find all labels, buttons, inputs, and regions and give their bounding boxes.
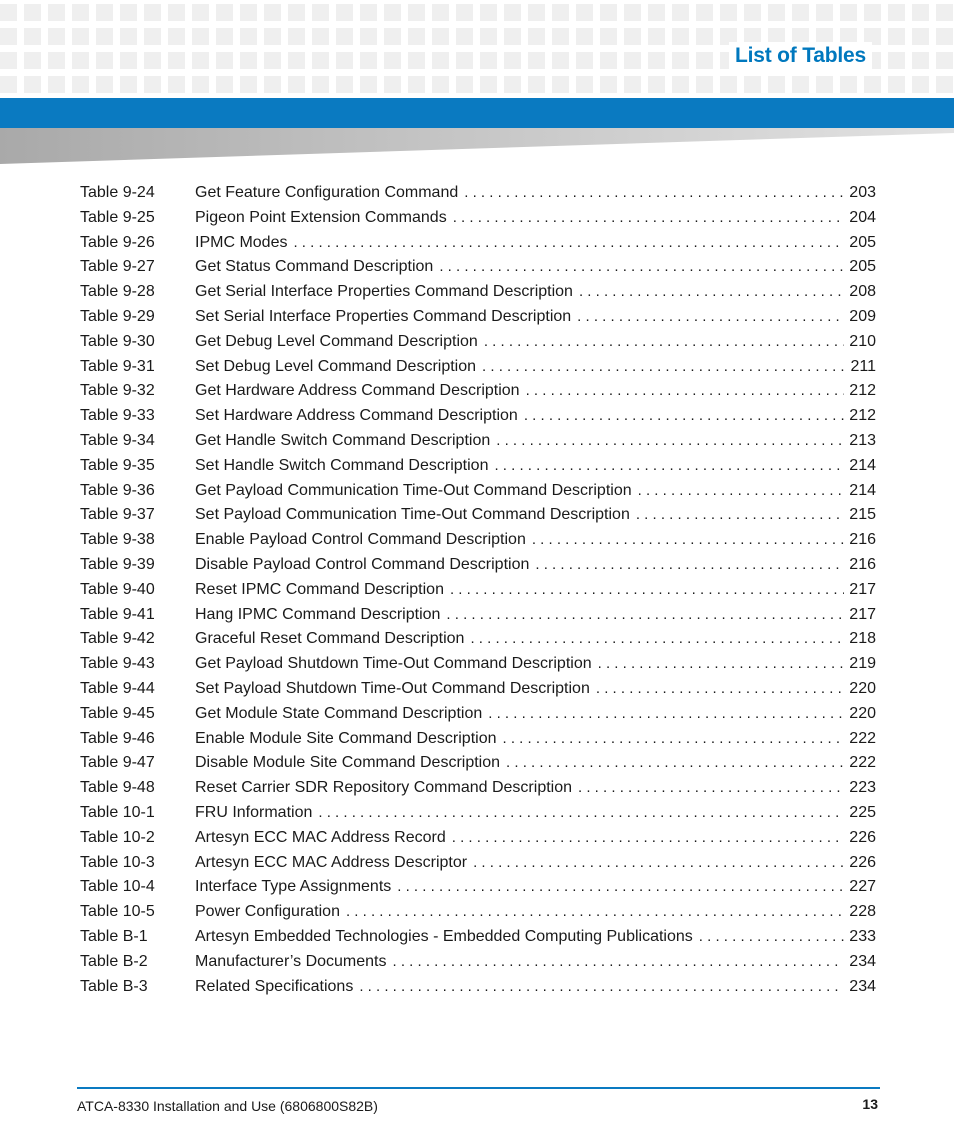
- toc-dot-leader: [577, 308, 844, 325]
- toc-entry-number: Table 9-25: [80, 208, 155, 226]
- toc-entry-page: 212: [849, 407, 876, 425]
- toc-entry-number: Table 9-44: [80, 679, 155, 697]
- toc-entry-title: Disable Module Site Command Description: [195, 754, 501, 772]
- toc-entry[interactable]: [80, 829, 876, 854]
- toc-entry-number: Table 9-29: [80, 307, 155, 325]
- toc-entry-number: Table 9-42: [80, 630, 155, 648]
- toc-dot-leader: [482, 358, 844, 375]
- toc-dot-leader: [393, 953, 845, 970]
- toc-entry-page: 213: [849, 431, 876, 449]
- toc-entry[interactable]: [80, 953, 876, 978]
- toc-dot-leader: [488, 705, 844, 722]
- toc-dot-leader: [293, 234, 844, 251]
- toc-entry-page: 215: [849, 506, 876, 524]
- toc-entry-title: Get Payload Communication Time-Out Command Description: [195, 481, 632, 499]
- toc-dot-leader: [446, 606, 844, 623]
- toc-entry-title: Artesyn ECC MAC Address Record: [195, 828, 446, 846]
- toc-entry-title: FRU Information: [195, 803, 313, 821]
- toc-entry-title: Get Serial Interface Properties Command Description: [195, 283, 573, 301]
- toc-dot-leader: [699, 928, 844, 945]
- toc-dot-leader: [526, 382, 844, 399]
- toc-entry[interactable]: [80, 754, 876, 779]
- toc-entry-page: 216: [849, 531, 876, 549]
- header-band: [0, 98, 954, 128]
- toc-entry-page: 223: [849, 779, 876, 797]
- toc-entry-page: 233: [849, 927, 876, 945]
- table-of-contents: [80, 184, 876, 1002]
- toc-entry-number: Table 9-34: [80, 431, 155, 449]
- toc-entry[interactable]: [80, 556, 876, 581]
- toc-dot-leader: [535, 556, 844, 573]
- toc-entry-page: 211: [850, 357, 876, 375]
- toc-entry-page: 222: [849, 729, 876, 747]
- toc-entry-title: Get Hardware Address Command Description: [195, 382, 520, 400]
- toc-entry[interactable]: [80, 234, 876, 259]
- toc-entry-number: Table 9-45: [80, 704, 155, 722]
- toc-dot-leader: [502, 730, 844, 747]
- toc-entry-number: Table 10-1: [80, 803, 155, 821]
- toc-entry-page: 226: [849, 853, 876, 871]
- toc-dot-leader: [598, 655, 844, 672]
- toc-entry-title: IPMC Modes: [195, 233, 288, 251]
- footer-divider: [77, 1087, 880, 1089]
- toc-entry-number: Table 9-27: [80, 258, 155, 276]
- toc-entry[interactable]: [80, 382, 876, 407]
- toc-entry-page: 225: [849, 803, 876, 821]
- toc-entry-number: Table 9-32: [80, 382, 155, 400]
- toc-entry[interactable]: [80, 457, 876, 482]
- toc-entry[interactable]: [80, 258, 876, 283]
- toc-entry-page: 212: [849, 382, 876, 400]
- toc-entry-page: 216: [849, 555, 876, 573]
- toc-dot-leader: [473, 854, 844, 871]
- toc-entry[interactable]: [80, 308, 876, 333]
- toc-entry-page: 217: [849, 580, 876, 598]
- toc-entry-title: Set Payload Communication Time-Out Command Description: [195, 506, 630, 524]
- toc-dot-leader: [470, 630, 844, 647]
- toc-entry-page: 218: [849, 630, 876, 648]
- toc-entry-title: Reset Carrier SDR Repository Command Description: [195, 779, 573, 797]
- footer-document-title: ATCA-8330 Installation and Use (6806800S82B): [77, 1098, 378, 1114]
- toc-entry-page: 214: [849, 456, 876, 474]
- toc-entry-title: Set Hardware Address Command Description: [195, 407, 518, 425]
- toc-dot-leader: [524, 407, 844, 424]
- toc-entry[interactable]: [80, 730, 876, 755]
- toc-entry-number: Table 9-47: [80, 754, 155, 772]
- toc-entry-title: Interface Type Assignments: [195, 878, 392, 896]
- toc-entry-page: 204: [849, 208, 876, 226]
- toc-entry-title: Get Debug Level Command Description: [195, 332, 478, 350]
- toc-dot-leader: [578, 779, 844, 796]
- toc-entry-title: Set Debug Level Command Description: [195, 357, 477, 375]
- toc-entry-page: 210: [849, 332, 876, 350]
- toc-dot-leader: [397, 878, 844, 895]
- toc-entry-number: Table 9-33: [80, 407, 155, 425]
- toc-entry-page: 227: [849, 878, 876, 896]
- page-title: List of Tables: [729, 42, 872, 70]
- toc-entry-title: Enable Module Site Command Description: [195, 729, 497, 747]
- toc-entry-title: Set Handle Switch Command Description: [195, 456, 489, 474]
- toc-entry-number: Table 9-26: [80, 233, 155, 251]
- toc-entry-number: Table 9-46: [80, 729, 155, 747]
- toc-entry-number: Table 9-36: [80, 481, 155, 499]
- toc-entry[interactable]: [80, 581, 876, 606]
- toc-entry-title: Set Serial Interface Properties Command Description: [195, 307, 572, 325]
- toc-entry-title: Manufacturer’s Documents: [195, 952, 387, 970]
- toc-dot-leader: [636, 506, 844, 523]
- toc-entry[interactable]: [80, 506, 876, 531]
- toc-dot-leader: [506, 754, 844, 771]
- toc-entry[interactable]: [80, 606, 876, 631]
- toc-dot-leader: [439, 258, 844, 275]
- toc-entry-number: Table 9-30: [80, 332, 155, 350]
- toc-entry-title: Disable Payload Control Command Description: [195, 555, 530, 573]
- toc-entry-title: Hang IPMC Command Description: [195, 605, 441, 623]
- toc-entry[interactable]: [80, 407, 876, 432]
- toc-dot-leader: [579, 283, 844, 300]
- toc-entry-number: Table 10-2: [80, 828, 155, 846]
- toc-entry-page: 203: [849, 184, 876, 201]
- toc-entry[interactable]: [80, 928, 876, 953]
- toc-entry-number: Table 9-43: [80, 655, 155, 673]
- toc-entry[interactable]: [80, 705, 876, 730]
- toc-entry-number: Table 9-35: [80, 456, 155, 474]
- toc-entry-number: Table 9-24: [80, 184, 155, 201]
- toc-entry-page: 214: [849, 481, 876, 499]
- toc-entry-number: Table 9-40: [80, 580, 155, 598]
- toc-entry-number: Table 10-3: [80, 853, 155, 871]
- toc-dot-leader: [359, 978, 844, 995]
- toc-entry-number: Table 9-31: [80, 357, 155, 375]
- toc-entry[interactable]: [80, 655, 876, 680]
- toc-entry[interactable]: [80, 878, 876, 903]
- toc-dot-leader: [496, 432, 844, 449]
- toc-entry-title: Power Configuration: [195, 903, 340, 921]
- toc-entry-page: 217: [849, 605, 876, 623]
- toc-entry-number: Table 9-38: [80, 531, 155, 549]
- toc-entry-number: Table 9-41: [80, 605, 155, 623]
- toc-entry-number: Table 9-39: [80, 555, 155, 573]
- toc-dot-leader: [484, 333, 844, 350]
- toc-entry-title: Enable Payload Control Command Description: [195, 531, 526, 549]
- toc-dot-leader: [464, 184, 844, 201]
- toc-dot-leader: [638, 482, 844, 499]
- toc-entry[interactable]: [80, 482, 876, 507]
- toc-entry[interactable]: [80, 531, 876, 556]
- toc-entry[interactable]: [80, 184, 876, 209]
- toc-entry-title: Reset IPMC Command Description: [195, 580, 444, 598]
- toc-entry[interactable]: [80, 903, 876, 928]
- toc-entry-page: 234: [849, 952, 876, 970]
- toc-entry-title: Pigeon Point Extension Commands: [195, 208, 447, 226]
- toc-entry-page: 222: [849, 754, 876, 772]
- toc-dot-leader: [596, 680, 844, 697]
- toc-dot-leader: [346, 903, 844, 920]
- toc-entry-number: Table B-1: [80, 927, 148, 945]
- toc-entry-number: Table 9-37: [80, 506, 155, 524]
- toc-entry-title: Artesyn ECC MAC Address Descriptor: [195, 853, 468, 871]
- toc-entry[interactable]: [80, 283, 876, 308]
- toc-dot-leader: [450, 581, 844, 598]
- toc-entry-page: 219: [849, 655, 876, 673]
- toc-entry[interactable]: [80, 333, 876, 358]
- toc-entry-title: Graceful Reset Command Description: [195, 630, 465, 648]
- toc-dot-leader: [532, 531, 844, 548]
- toc-entry-page: 220: [849, 679, 876, 697]
- toc-entry[interactable]: [80, 680, 876, 705]
- toc-entry[interactable]: [80, 854, 876, 879]
- toc-entry-title: Artesyn Embedded Technologies - Embedded Computing Publications: [195, 927, 693, 945]
- toc-entry[interactable]: [80, 804, 876, 829]
- toc-entry-title: Set Payload Shutdown Time-Out Command Description: [195, 679, 590, 697]
- toc-entry[interactable]: [80, 630, 876, 655]
- toc-entry[interactable]: [80, 209, 876, 234]
- toc-dot-leader: [452, 829, 844, 846]
- toc-dot-leader: [494, 457, 844, 474]
- toc-entry-title: Related Specifications: [195, 977, 354, 995]
- toc-entry-number: Table B-3: [80, 977, 148, 995]
- toc-entry-page: 226: [849, 828, 876, 846]
- toc-entry-title: Get Payload Shutdown Time-Out Command Description: [195, 655, 592, 673]
- toc-entry[interactable]: [80, 978, 876, 1003]
- toc-entry[interactable]: [80, 779, 876, 804]
- toc-entry-page: 205: [849, 258, 876, 276]
- toc-entry-number: Table 10-5: [80, 903, 155, 921]
- toc-entry[interactable]: [80, 432, 876, 457]
- toc-entry-page: 205: [849, 233, 876, 251]
- toc-entry-page: 208: [849, 283, 876, 301]
- header-wedge: [0, 128, 954, 164]
- toc-entry-number: Table 10-4: [80, 878, 155, 896]
- toc-entry-page: 228: [849, 903, 876, 921]
- toc-entry[interactable]: [80, 358, 876, 383]
- toc-entry-number: Table 9-28: [80, 283, 155, 301]
- toc-entry-title: Get Feature Configuration Command: [195, 184, 459, 201]
- toc-entry-number: Table 9-48: [80, 779, 155, 797]
- toc-entry-title: Get Handle Switch Command Description: [195, 431, 491, 449]
- toc-entry-page: 209: [849, 307, 876, 325]
- toc-entry-title: Get Module State Command Description: [195, 704, 483, 722]
- toc-dot-leader: [453, 209, 844, 226]
- toc-entry-number: Table B-2: [80, 952, 148, 970]
- toc-dot-leader: [318, 804, 844, 821]
- toc-entry-page: 220: [849, 704, 876, 722]
- toc-entry-page: 234: [849, 977, 876, 995]
- toc-entry-title: Get Status Command Description: [195, 258, 434, 276]
- footer-page-number: 13: [862, 1096, 878, 1112]
